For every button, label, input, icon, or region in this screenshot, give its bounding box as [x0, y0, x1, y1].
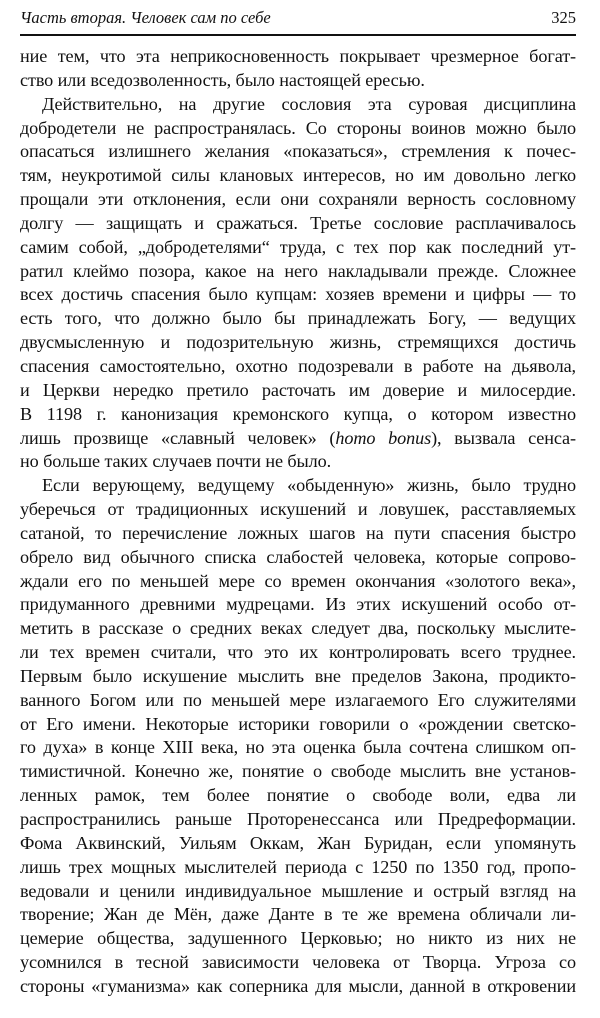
header-rule — [20, 34, 576, 36]
text-line: ние тем, что эта неприкосновенность покрывает чрезмерное богат- — [20, 46, 576, 66]
latin-phrase: homo bonus — [335, 427, 432, 448]
page-header — [20, 8, 576, 32]
text-line: Фома Аквинский, Уильям Оккам, Жан Буридан, если упомянуть — [20, 832, 576, 853]
text-line: опасаться излишнего желания «показаться», стремления к почес- — [20, 141, 576, 162]
text-line: всех достичь спасения было купцам: хозяев времени и цифры — то — [20, 284, 576, 305]
text-line: Первым было искушение мыслить вне пределов Закона, продикто- — [20, 665, 576, 686]
text-line: ли тех времен считали, что это их контролировать всего труднее. — [20, 642, 576, 663]
text-line: спасения самостоятельно, охотно подозревали в работе на дьявола, — [20, 355, 576, 376]
text-line: и Церкви нередко претило расточать им доверие и милосердие. — [20, 379, 576, 400]
text-line-tail: ), вызвала сенса- — [431, 427, 576, 448]
text-line: двусмысленную и подозрительную жизнь, стремящихся достичь — [20, 332, 576, 353]
text-line: цемерие общества, задушенного Церковью; но никто из них не — [20, 928, 576, 949]
text-line: усомнился в тесной зависимости человека от Творца. Угроза со — [20, 952, 576, 973]
text-line: тимистичной. Конечно же, понятие о свободе мыслить вне установ- — [20, 761, 576, 782]
text-line: обрело вид обычного списка слабостей человека, которые сопрово- — [20, 546, 576, 567]
text-line: но больше таких случаев почти не было. — [20, 451, 332, 472]
text-line: есть того, что должно было бы принадлежать Богу, — ведущих — [20, 308, 576, 329]
text-line: уберечься от традиционных искушений и ловушек, расставляемых — [20, 499, 576, 520]
text-line: тям, неукротимой силы клановых интересов, но им довольно легко — [20, 165, 576, 186]
text-line: Если верующему, ведущему «обыденную» жизнь, было трудно — [42, 475, 576, 496]
text-line: прощали эти отклонения, если они сохраняли верность сословному — [20, 189, 576, 210]
running-head: Часть вторая. Человек сам по себе — [20, 8, 271, 27]
text-line: ленных рамок, тем более понятие о свободе воли, едва ли — [20, 785, 576, 806]
text-line: ство или вседозволенность, было настоящей ересью. — [20, 69, 425, 90]
text-line-head: лишь прозвище «славный человек» ( — [20, 427, 336, 448]
text-line: Действительно, на другие сословия эта суровая дисциплина — [42, 93, 576, 114]
text-line: лишь трех мощных мыслителей периода с 1250 по 1350 год, пропо- — [20, 856, 576, 877]
body-text — [20, 45, 576, 999]
page-number: 325 — [551, 8, 576, 27]
text-line: стороны «гуманизма» как соперника для мысли, данной в откровении — [20, 975, 576, 996]
text-line: придуманного древними мудрецами. Из этих искушений особо от- — [20, 594, 576, 615]
text-line: добродетели не распространялась. Со стороны воинов можно было — [20, 117, 576, 138]
text-line: ванного Богом или по меньшей мере излагаемого Его служителями — [20, 689, 576, 710]
text-line: сатаной, то перечисление ложных шагов на пути спасения быстро — [20, 522, 576, 543]
text-line: самим собой, „добродетелями“ труда, с тех пор как последний ут- — [20, 236, 576, 257]
text-line: долгу — защищать и сражаться. Третье сословие расплачивалось — [20, 212, 576, 233]
text-line: ведовали и ценили индивидуальное мышление и острый взгляд на — [20, 880, 576, 901]
text-line-with-latin — [20, 427, 576, 451]
text-line: метить в рассказе о средних веках следует два, поскольку мыслите- — [20, 618, 576, 639]
text-line: го духа» в конце XIII века, но эта оценка была сочтена слишком оп- — [20, 737, 576, 758]
text-line: ратил клеймо позора, какое на него накладывали прежде. Сложнее — [20, 260, 576, 281]
text-line: творение; Жан де Мён, даже Данте в те же времена обличали ли- — [20, 904, 576, 925]
text-line: ждали его по меньшей мере со времен окончания «золотого века», — [20, 570, 576, 591]
text-line: В 1198 г. канонизация кремонского купца, о котором известно — [20, 403, 576, 424]
text-line: распространились раньше Проторенессанса или Предреформации. — [20, 809, 576, 829]
text-line: от Его имени. Некоторые историки говорили о «рождении светско- — [20, 713, 576, 734]
